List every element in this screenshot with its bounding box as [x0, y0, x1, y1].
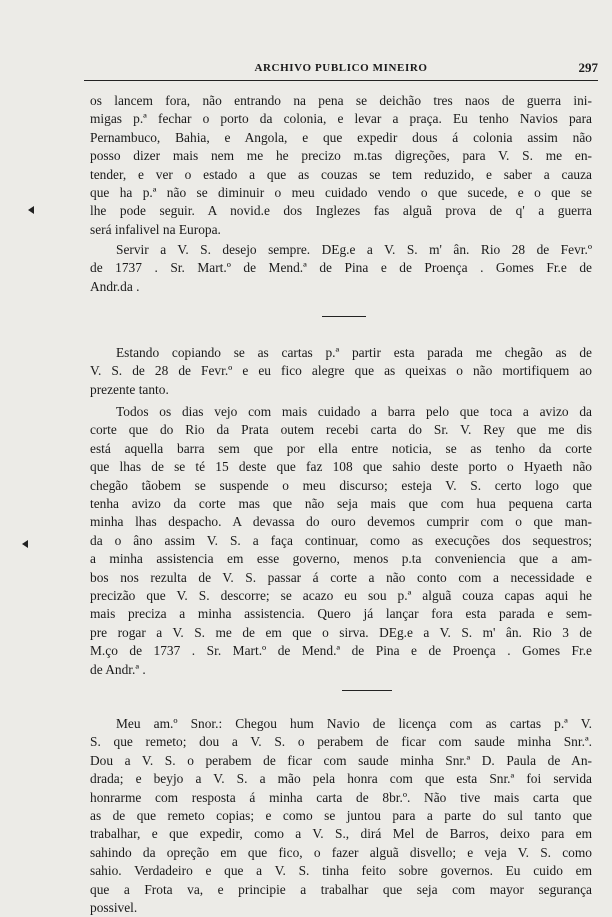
text-line: M.ço de 1737 . Sr. Mart.º de Mend.ª de Pina e de Proença . Gomes Fr.e	[90, 643, 592, 659]
text-line: trabalhar, e que expedir, como a V. S., dirá Mel de Barros, deixo para em	[90, 826, 592, 842]
page-number: 297	[578, 60, 598, 75]
text-line: S. que remeto; dou a V. S. o perabem de ficar com saude minha Snr.ª.	[90, 734, 592, 750]
text-line: será infalivel na Europa.	[90, 221, 221, 237]
text-line: corte que do Rio da Prata outem recebi carta do Sr. V. Rey que me dis	[90, 422, 592, 438]
header-rule	[84, 80, 598, 81]
text-line: possivel.	[90, 900, 138, 916]
letter-1-body	[90, 92, 592, 239]
text-line: precizão que V. S. descorre; se acazo eu sou p.ª alguã couza capas aqui he	[90, 588, 592, 604]
text-line: Estando copiando se as cartas p.ª partir esta parada me chegão as de	[116, 345, 592, 360]
text-line: a minha assistencia em esse governo, menos p.ta conveniencia que a am-	[90, 551, 592, 567]
text-line: da o âno assim V. S. a faça continuar, como as execuções dos sequestros;	[90, 532, 592, 548]
page-header	[84, 58, 598, 80]
separator-rule	[322, 316, 366, 317]
text-line: Meu am.º Snor.: Chegou hum Navio de licença com as cartas p.ª V.	[116, 716, 592, 731]
text-line: que lhas de se té 15 deste que faz 108 que sahio deste porto o Hyaeth não	[90, 459, 592, 475]
text-line: V. S. de 28 de Fevr.º e eu fico alegre que as queixas o não mortifiquem ao	[90, 363, 592, 379]
text-line: mais preciza a minha assistencia. Quero já lançar fora esta parada e sem-	[90, 606, 592, 622]
text-line: está aquella barra sem que por ella entre noticia, se as tenho da corte	[90, 440, 592, 456]
text-line: migas p.ª fechar o porto da colonia, e levar a praça. Eu tenho Navios para	[90, 111, 592, 127]
text-line: sahindo da opreção em que fico, o fazer alguã disvello; e veja V. S. como	[90, 844, 592, 860]
text-line: Dou a V. S. o perabem de ficar com saude minha Snr.ª D. Paula de An-	[90, 752, 592, 768]
text-line: prezente tanto.	[90, 381, 169, 397]
letter-2-intro	[90, 344, 592, 399]
letter-2-body	[90, 403, 592, 679]
text-line: de Andr.ª .	[90, 661, 146, 677]
text-line: posso dizer mais nem me he precizo m.tas digreções, para V. S. me en-	[90, 148, 592, 164]
text-line: as de que remeto copias; e como se juntou para a parte do sul tanto que	[90, 808, 592, 824]
text-line: drada; e beyjo a V. S. a mão pela honra com que esta Snr.ª foi servida	[90, 771, 592, 787]
separator-rule	[342, 690, 392, 691]
text-line: tender, e ver o estado a que as couzas se tem reduzido, e saber a cauza	[90, 166, 592, 182]
text-line: que a Frota va, e principie a trabalhar que seja com mayor segurança	[90, 881, 592, 897]
letter-3-body	[90, 715, 592, 917]
text-line: Pernambuco, Bahia, e Angola, e que expedir dous á colonia assim não	[90, 129, 592, 145]
text-line: honrarme com resposta á minha carta de 8br.º. Não tive mais carta que	[90, 789, 592, 805]
text-line: pre rogar a V. S. me de em que o sirva. DEg.e a V. S. m' ân. Rio 3 de	[90, 624, 592, 640]
text-line: de 1737 . Sr. Mart.º de Mend.ª de Pina e de Proença . Gomes Fr.e de	[90, 260, 592, 276]
text-line: Todos os dias vejo com mais cuidado a barra pelo que toca a avizo da	[116, 404, 592, 419]
text-line: que ha p.ª não se diminuir o meu cuidado vendo o que sucede, e o que se	[90, 185, 592, 201]
text-line: chegão tãobem se suspende o meu discurso; esteja V. S. certo logo que	[90, 477, 592, 493]
text-line: Andr.da .	[90, 278, 140, 294]
letter-1-closing	[90, 241, 592, 296]
text-line: lhe pode seguir. A novid.e dos Inglezes fas alguã prova de q' a guerra	[90, 203, 592, 219]
text-line: Servir a V. S. desejo sempre. DEg.e a V. S. m' ân. Rio 28 de Fevr.º	[116, 242, 592, 257]
text-line: sahio. Verdadeiro e que a V. S. tinha feito sobre governos. Eu cuido em	[90, 863, 592, 879]
text-line: os lancem fora, não entrando na pena se deichão tres naos de guerra ini-	[90, 93, 592, 108]
text-line: bos nos rezulta de V. S. passar á corte a não conto com a necessidade e	[90, 569, 592, 585]
running-title: ARCHIVO PUBLICO MINEIRO	[254, 62, 428, 74]
margin-arrow-icon	[22, 540, 28, 548]
margin-arrow-icon	[28, 206, 34, 214]
text-line: minha lhas despacho. A devassa do ouro devemos cumprir com o que man-	[90, 514, 592, 530]
text-line: tenha avizo da corte mas que não seja mais que com hua pequena carta	[90, 496, 592, 512]
